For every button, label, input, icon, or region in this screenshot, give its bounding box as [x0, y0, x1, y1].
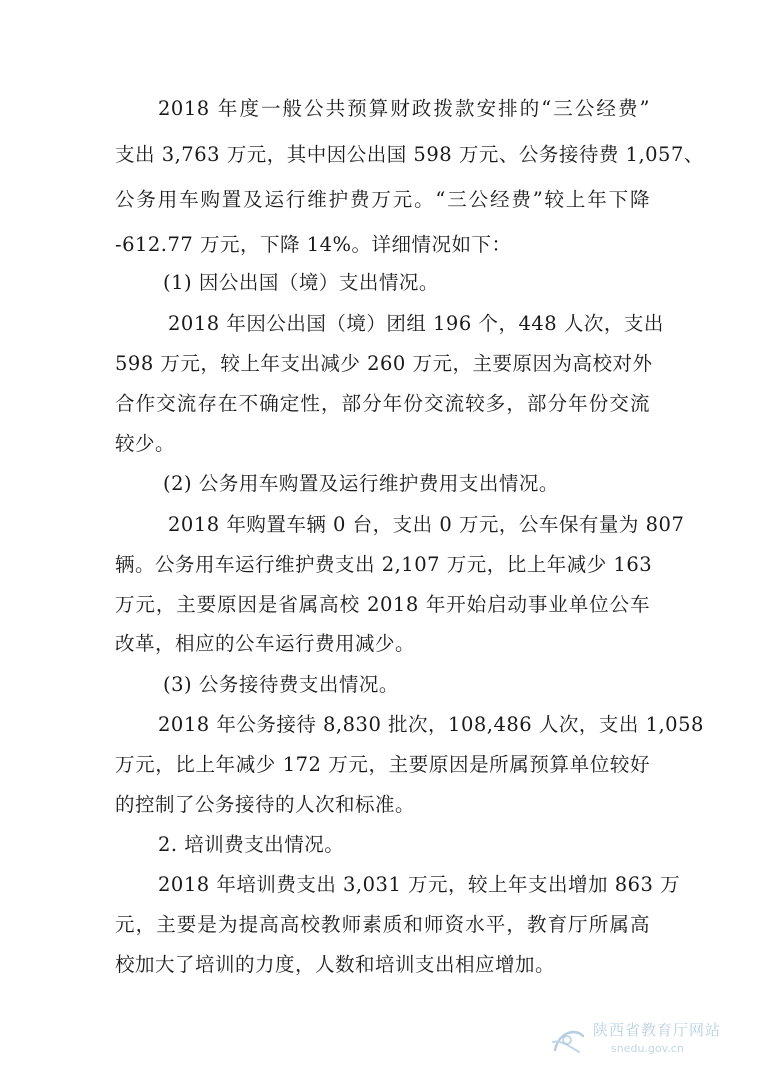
paragraph-line: 2018 年培训费支出 3,031 万元，较上年支出增加 863 万	[158, 873, 681, 896]
site-watermark	[549, 1018, 749, 1062]
paragraph-line: 万元，主要原因是省属高校 2018 年开始启动事业单位公车	[115, 593, 650, 616]
section-heading: (1) 因公出国（境）支出情况。	[163, 271, 439, 294]
paragraph-line: 2018 年度一般公共预算财政拨款安排的“三公经费”	[158, 97, 650, 120]
ministry-logo-icon	[549, 1022, 587, 1058]
paragraph-line: 2018 年购置车辆 0 台，支出 0 万元，公车保有量为 807	[168, 513, 685, 536]
section-heading: 2. 培训费支出情况。	[158, 833, 345, 856]
watermark-site-name: 陕西省教育厅网站	[593, 1021, 722, 1039]
paragraph-line: 万元，比上年减少 172 万元，主要原因是所属预算单位较好	[115, 753, 650, 776]
paragraph-line: 2018 年公务接待 8,830 批次，108,486 人次，支出 1,058	[158, 713, 704, 736]
paragraph-line: 较少。	[115, 432, 176, 455]
paragraph-line: 公务用车购置及运行维护费万元。“三公经费”较上年下降	[115, 188, 650, 211]
paragraph-line: 元，主要是为提高高校教师素质和师资水平，教育厅所属高	[115, 913, 650, 936]
paragraph-line: 校加大了培训的力度，人数和培训支出相应增加。	[115, 953, 556, 976]
paragraph-line: 合作交流存在不确定性，部分年份交流较多，部分年份交流	[115, 392, 650, 415]
paragraph-line: 辆。公务用车运行维护费支出 2,107 万元，比上年减少 163	[115, 553, 653, 576]
paragraph-line: -612.77 万元，下降 14%。详细情况如下：	[115, 233, 512, 256]
paragraph-line: 598 万元，较上年支出减少 260 万元，主要原因为高校对外	[115, 352, 653, 375]
watermark-url: snedu.gov.cn	[611, 1042, 684, 1055]
paragraph-line: 改革，相应的公车运行费用减少。	[115, 632, 416, 655]
paragraph-line: 2018 年因公出国（境）团组 196 个，448 人次，支出	[168, 312, 664, 335]
paragraph-line: 支出 3,763 万元，其中因公出国 598 万元、公务接待费 1,057、	[115, 143, 704, 166]
section-heading: (3) 公务接待费支出情况。	[163, 673, 399, 696]
paragraph-line: 的控制了公务接待的人次和标准。	[115, 793, 416, 816]
section-heading: (2) 公务用车购置及运行维护费用支出情况。	[163, 472, 559, 495]
